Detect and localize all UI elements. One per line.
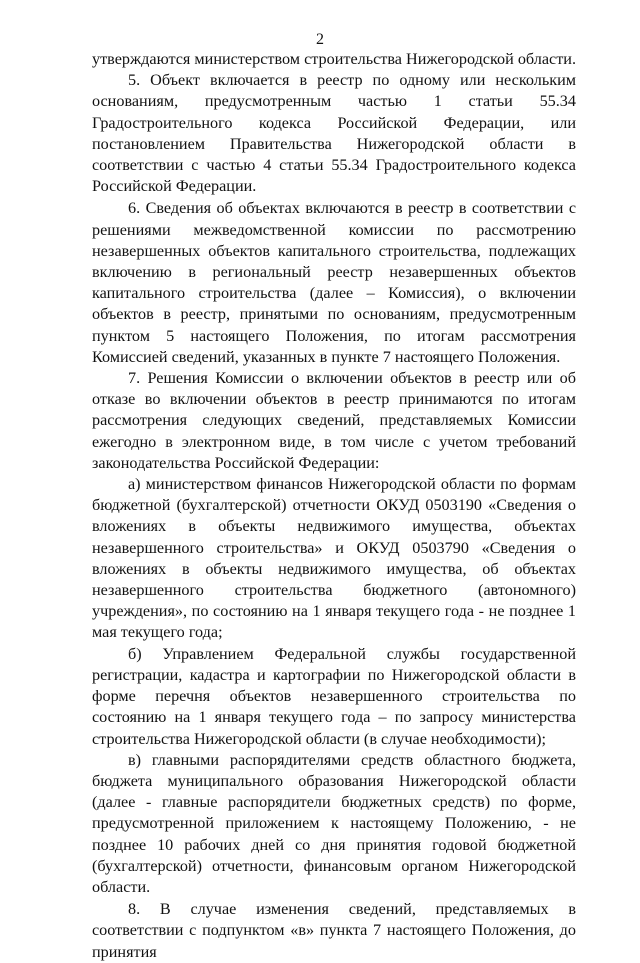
paragraph-continuation: утверждаются министерством строительства Нижегородской области. <box>92 50 576 68</box>
paragraph-7a: а) министерством финансов Нижегородской области по формам бюджетной (бухгалтерской) отчетности ОКУД 0503190 «Сведения о вложениях в объекты недвижимого имущества, объектах незавершенного строительства» и ОКУД 0503790 «Сведения о вложениях в объекты недвижимого имущества, об объектах незавершенного строительства бюджетного (автономного) учреждения», по состоянию на 1 января текущего года - не позднее 1 мая текущего года; <box>92 475 576 642</box>
paragraph-7: 7. Решения Комиссии о включении объектов в реестр или об отказе во включении объектов в реестр принимаются по итогам рассмотрения следующих сведений, представляемых Комиссии ежегодно в электронном виде, в том числе с учетом требований законодательства Российской Федерации: <box>92 369 576 472</box>
paragraph-7v: в) главными распорядителями средств областного бюджета, бюджета муниципального образования Нижегородской области (далее - главные распорядители бюджетных средств) по форме, предусмотренной приложением к настоящему Положению, - не позднее 10 рабочих дней со дня принятия годовой бюджетной (бухгалтерской) отчетности, финансовым органом Нижегородской области. <box>92 750 576 896</box>
page-number: 2 <box>316 31 324 48</box>
paragraph-6: 6. Сведения об объектах включаются в реестр в соответствии с решениями межведомственной комиссии по рассмотрению незавершенных объектов капитального строительства, подлежащих включению в региональный реестр незавершенных объектов капитального строительства (далее – Комиссия), о включении объектов в реестр, принятыми по основаниям, предусмотренным пунктом 5 настоящего Положения, по итогам рассмотрения Комиссией сведений, указанных в пункте 7 настоящего Положения. <box>92 199 576 366</box>
paragraph-8: 8. В случае изменения сведений, представляемых в соответствии с подпунктом «в» пункта 7 настоящего Положения, до принятия <box>92 900 576 961</box>
paragraph-7b: б) Управлением Федеральной службы государственной регистрации, кадастра и картографии по Нижегородской области в форме перечня объектов незавершенного строительства по состоянию на 1 января текущего года – по запросу министерства строительства Нижегородской области (в случае необходимости); <box>92 644 576 748</box>
document-body <box>92 49 576 963</box>
paragraph-5: 5. Объект включается в реестр по одному или нескольким основаниям, предусмотренным частью 1 статьи 55.34 Градостроительного кодекса Российской Федерации, или постановлением Правительства Нижегородской области в соответствии с частью 4 статьи 55.34 Градостроительного кодекса Российской Федерации. <box>92 71 576 196</box>
